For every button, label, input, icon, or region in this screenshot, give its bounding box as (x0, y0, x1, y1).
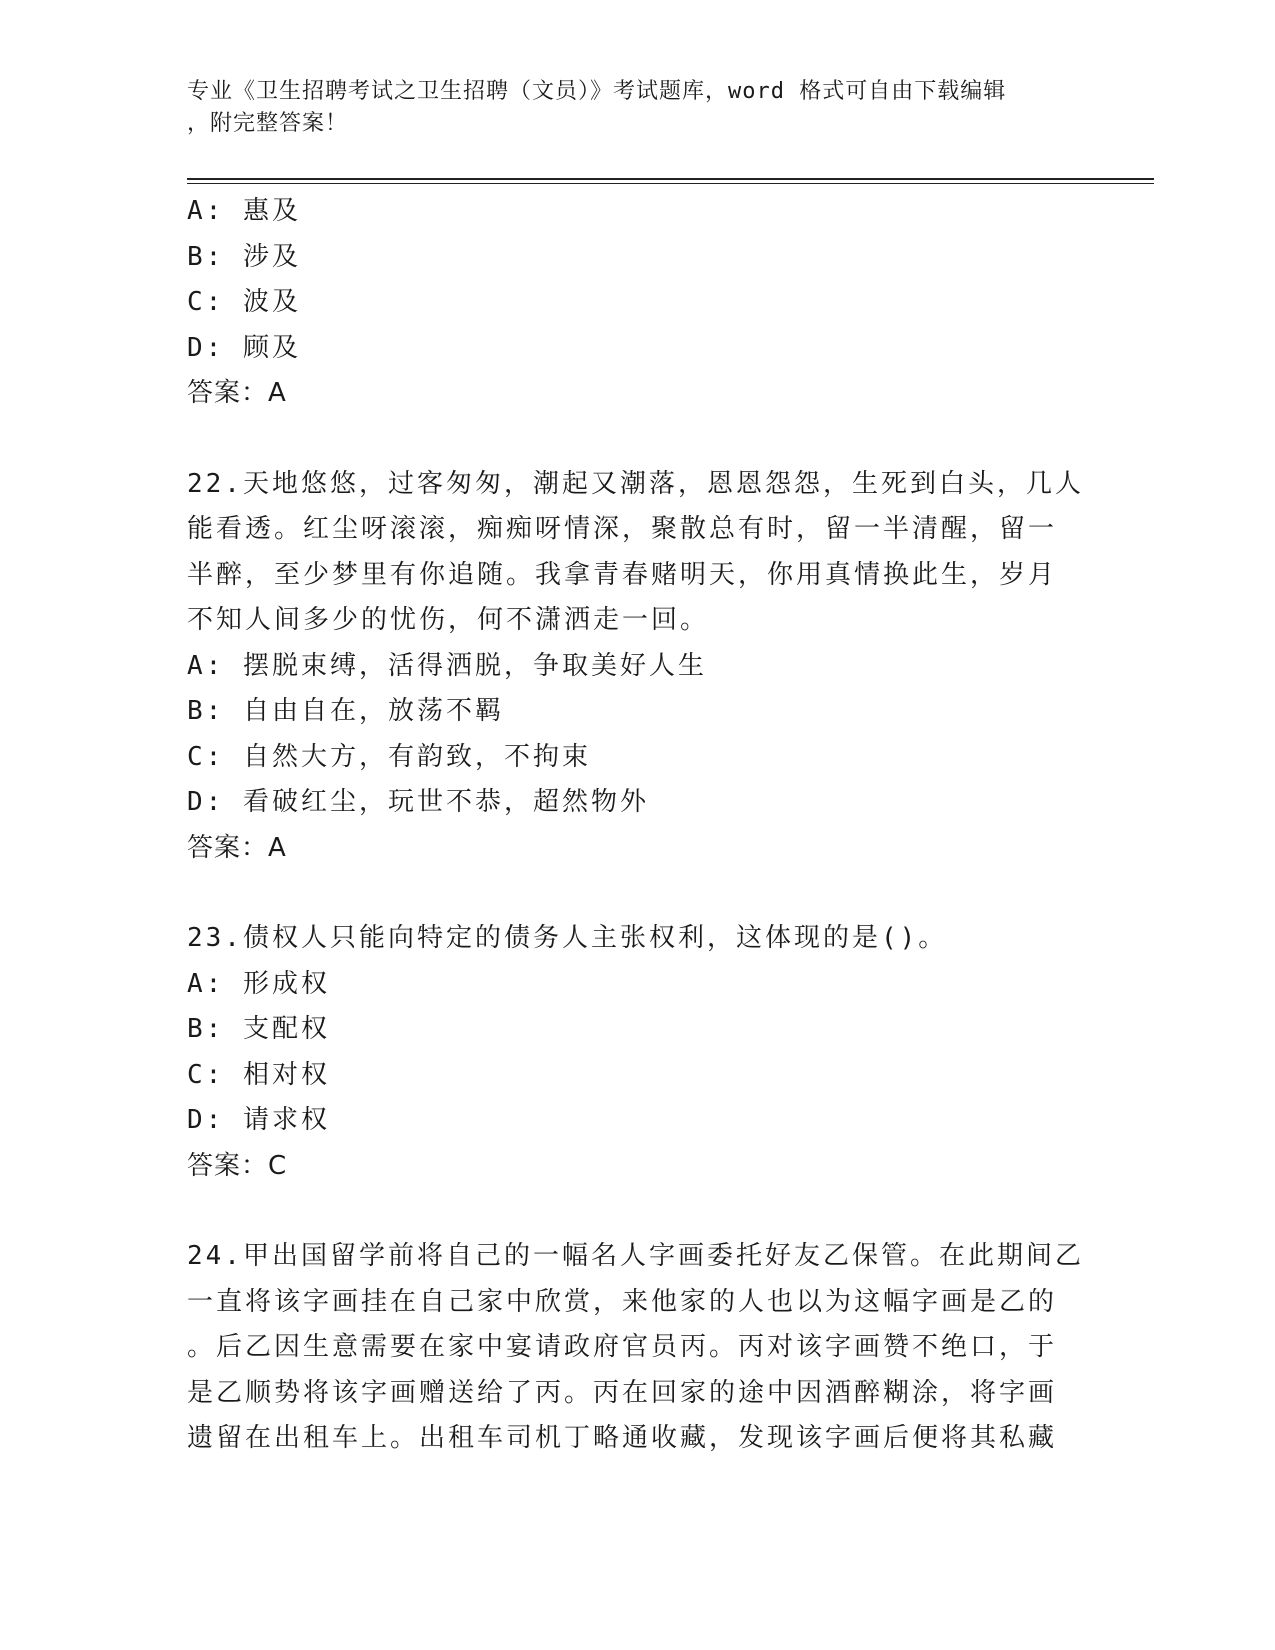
spacer (187, 417, 1067, 462)
header-divider-thick (187, 178, 1154, 180)
option-c: C: 自然大方，有韵致，不拘束 (187, 741, 591, 772)
question-text-line: 22.天地悠悠，过客匆匆，潮起又潮落，恩恩怨怨，生死到白头，几人 (187, 468, 1084, 499)
option-c: C: 波及 (187, 287, 301, 317)
answer-label: 答案：A (187, 832, 287, 863)
question-text-line: 不知人间多少的忧伤，何不潇洒走一回。 (187, 605, 710, 635)
document-header (187, 76, 1067, 140)
question-text-line: 能看透。红尘呀滚滚，痴痴呀情深，聚散总有时，留一半清醒，留一 (187, 514, 1058, 544)
option-b: B: 自由自在，放荡不羁 (187, 696, 504, 726)
option-d: D: 看破红尘，玩世不恭，超然物外 (187, 787, 649, 817)
question-text-line: 遗留在出租车上。出租车司机丁略通收藏，发现该字画后便将其私藏 (187, 1423, 1058, 1453)
option-d: D: 顾及 (187, 332, 301, 363)
question-text-line: 24.甲出国留学前将自己的一幅名人字画委托好友乙保管。在此期间乙 (187, 1241, 1084, 1271)
question-23-block (187, 916, 1067, 1189)
option-a: A: 摆脱束缚，活得洒脱，争取美好人生 (187, 650, 707, 681)
option-b: B: 支配权 (187, 1014, 330, 1044)
question-text-line: 。后乙因生意需要在家中宴请政府官员丙。丙对该字画赞不绝口，于 (187, 1332, 1058, 1362)
spacer (187, 1189, 1067, 1234)
question-22-block (187, 462, 1084, 872)
option-a: A: 形成权 (187, 968, 330, 999)
question-text-line: 半醉，至少梦里有你追随。我拿青春赌明天，你用真情换此生，岁月 (187, 559, 1058, 590)
option-c: C: 相对权 (187, 1059, 330, 1090)
option-b: B: 涉及 (187, 241, 301, 272)
document-body (187, 189, 1084, 1462)
question-text-line: 是乙顺势将该字画赠送给了丙。丙在回家的途中因酒醉糊涂，将字画 (187, 1377, 1058, 1408)
spacer (187, 871, 1067, 916)
option-a: A: 惠及 (187, 196, 301, 226)
answer-label: 答案：C (187, 1150, 288, 1181)
answer-label: 答案：A (187, 378, 287, 408)
question-21-block (187, 189, 1067, 417)
question-text-line: 一直将该字画挂在自己家中欣赏，来他家的人也以为这幅字画是乙的 (187, 1286, 1058, 1317)
option-d: D: 请求权 (187, 1105, 330, 1135)
header-divider-thin (187, 183, 1154, 184)
header-line-2: ，附完整答案！ (187, 111, 349, 136)
header-line-1: 专业《卫生招聘考试之卫生招聘（文员）》考试题库，word 格式可自由下载编辑 (187, 79, 1007, 104)
question-text-line: 23.债权人只能向特定的债务人主张权利，这体现的是()。 (187, 923, 948, 953)
question-24-block (187, 1234, 1084, 1462)
